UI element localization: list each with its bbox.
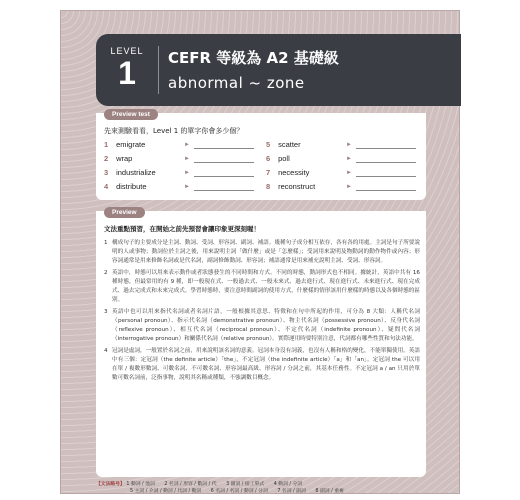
word-text: distribute: [116, 182, 147, 191]
paragraph-number: 2: [104, 270, 108, 276]
answer-key-text-1: 1 動詞 / 他詞 2 名詞 / 形容 / 數詞 / 代 3 副詞 / 接工單式 4 動詞 / 分詞: [126, 482, 303, 487]
word-item: [104, 153, 259, 165]
preview-paragraphs: [104, 239, 420, 386]
preview-tag: Preview: [104, 207, 145, 218]
word-number: 8: [266, 182, 271, 191]
word-text: poll: [278, 154, 290, 163]
answer-key-footer: [96, 481, 426, 495]
preview-test-card: [96, 113, 426, 200]
word-item: [266, 139, 421, 151]
page: [60, 10, 460, 494]
word-item: [266, 153, 421, 165]
word-item: [104, 181, 259, 193]
arrow-icon: ►: [346, 142, 352, 148]
word-text: necessity: [278, 168, 310, 177]
answer-blank[interactable]: [194, 176, 254, 177]
answer-blank[interactable]: [194, 190, 254, 191]
word-text: wrap: [116, 154, 133, 163]
chapter-range: abnormal ~ zone: [168, 74, 305, 92]
answer-key-label: 【文法略号】: [96, 482, 125, 487]
word-item: [104, 167, 259, 179]
word-text: reconstruct: [278, 182, 316, 191]
word-number: 6: [266, 154, 271, 163]
arrow-icon: ►: [346, 170, 352, 176]
word-number: 2: [104, 154, 109, 163]
word-number: 5: [266, 140, 271, 149]
header-divider: [158, 46, 159, 94]
paragraph-text: 構成句子的主要成分是主詞、動詞、受詞、形容詞、副詞、補語。幾種句子成分相互依存，各有各的用處。主詞是句子所要說明的人或事物；動詞位於主詞之後，用來說明主詞「做什麼」或是「怎麼樣」；受詞用來說明及物動詞的動作物件或內容；形容詞通常是用來修飾名詞或是代名詞，副詞修飾動詞、形容詞；補語通常是用來補充說明主詞、受詞、形容詞。: [112, 240, 420, 264]
answer-blank[interactable]: [356, 148, 416, 149]
word-number: 7: [266, 168, 271, 177]
word-item: [266, 167, 421, 179]
answer-key-row-1: [96, 481, 426, 488]
answer-blank[interactable]: [194, 162, 254, 163]
word-text: emigrate: [116, 140, 146, 149]
answer-blank[interactable]: [194, 148, 254, 149]
grammar-paragraph: [104, 269, 420, 305]
answer-blank[interactable]: [356, 162, 416, 163]
paragraph-number: 1: [104, 240, 108, 246]
paragraph-text: 冠詞是虛詞，一般置於名詞之前，用來說明該名詞的意義。冠詞本身沒有詞義，也沒有人稱和格的變化，不能單獨使用。英語中有三個：定冠詞（the definite article）「the」，不定冠詞（the indefinite article）「a」和「an」。定冠詞 the 可以用在單 / 複數形數詞、可數名詞、不可數名詞、形容詞最高級、形容詞 / 分詞之前，其基本任務性。不定冠詞 a / an 只用於單數可數名詞前，泛指事物，說明其名稱或種類，不強調數目概念。: [112, 348, 420, 381]
word-number: 4: [104, 182, 109, 191]
arrow-icon: ►: [184, 156, 190, 162]
answer-blank[interactable]: [356, 190, 416, 191]
preview-card: [96, 211, 426, 477]
arrow-icon: ►: [184, 184, 190, 190]
word-text: scatter: [278, 140, 301, 149]
chapter-title: CEFR 等級為 A2 基礎級: [168, 49, 339, 67]
level-label: LEVEL: [110, 46, 144, 56]
word-item: [104, 139, 259, 151]
answer-key-text-2: 5 主詞 / 介詞 / 動詞 / 代詞 / 動詞 6 名詞 / 名詞 / 動詞 / 分詞 7 名詞 / 副詞 8 副詞 / 重複: [130, 489, 344, 494]
level-number: 1: [118, 55, 136, 91]
preview-intro: 文法重點預習，在開始之前先預習會讓印象更深刻喔！: [104, 225, 260, 233]
word-item: [266, 181, 421, 193]
arrow-icon: ►: [184, 142, 190, 148]
paragraph-text: 英語中，時態可以用來表示動作或者狀態發生的不同時間和方式。不同的時態，動詞形式也不相同。據統計，英語中共有 16 種時態，但最常用的有 9 種，即一般現在式、一般過去式、一般未來式、過去進行式、現在進行式、未來進行式、現在完成式、過去完成式和未來完成式。學習時態時，要注意時間副詞的使用方式，什麼樣的情形該用什麼樣的時態以及各個時態的區別。: [112, 270, 420, 303]
arrow-icon: ►: [184, 170, 190, 176]
arrow-icon: ►: [346, 156, 352, 162]
word-text: industrialize: [116, 168, 156, 177]
paragraph-text: 英語中也可以用來指代名詞或者名詞片語，一般根據其意思、特徵和在句中所起的作用，可分為 8 大類：人稱代名詞（personal pronoun）、指示代名詞（demonstrative pronoun）、物主代名詞（possessive pronoun）、反身代名詞（reflexive pronoun）、相互代名詞（reciprocal pronoun）、不定代名詞（indefinite pronoun）、疑問代名詞（interrogative pronoun）和關係代名詞（relative pronoun）。實際運用時要特別注意，代詞都有哪些性質和句法功能。: [112, 309, 420, 342]
arrow-icon: ►: [346, 184, 352, 190]
answer-blank[interactable]: [356, 176, 416, 177]
preview-test-tag: Preview test: [104, 109, 158, 120]
paragraph-number: 3: [104, 309, 108, 315]
grammar-paragraph: [104, 347, 420, 383]
grammar-paragraph: [104, 239, 420, 266]
level-block: [96, 34, 158, 106]
word-number: 1: [104, 140, 109, 149]
paragraph-number: 4: [104, 348, 108, 354]
preview-test-prompt: 先來測驗看看，Level 1 的單字你會多少個？: [104, 127, 244, 135]
word-number: 3: [104, 168, 109, 177]
grammar-paragraph: [104, 308, 420, 344]
chapter-header: [96, 34, 461, 106]
